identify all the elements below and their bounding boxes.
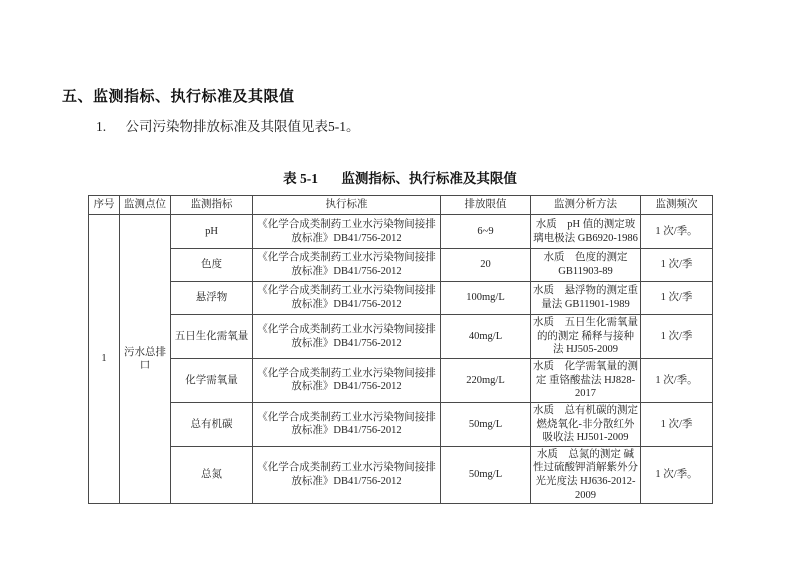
serial-cell: 1 <box>89 215 120 504</box>
frequency-cell: 1 次/季 <box>641 282 713 315</box>
limit-cell: 20 <box>441 249 531 282</box>
frequency-cell: 1 次/季。 <box>641 359 713 403</box>
frequency-cell: 1 次/季。 <box>641 446 713 504</box>
standard-cell: 《化学合成类制药工业水污染物间接排放标准》DB41/756-2012 <box>253 249 441 282</box>
header-frequency: 监测频次 <box>641 196 713 215</box>
method-cell: 水质 悬浮物的测定重量法 GB11901-1989 <box>531 282 641 315</box>
header-limit: 排放限值 <box>441 196 531 215</box>
standard-cell: 《化学合成类制药工业水污染物间接排放标准》DB41/756-2012 <box>253 402 441 446</box>
indicator-cell: 悬浮物 <box>171 282 253 315</box>
table-row <box>89 359 713 403</box>
method-cell: 水质 总有机碳的测定 燃烧氧化-非分散红外吸收法 HJ501-2009 <box>531 402 641 446</box>
header-method: 监测分析方法 <box>531 196 641 215</box>
method-cell: 水质 pH 值的测定玻璃电极法 GB6920-1986 <box>531 215 641 249</box>
monitoring-table <box>88 195 713 504</box>
table-row <box>89 315 713 359</box>
limit-cell: 100mg/L <box>441 282 531 315</box>
limit-cell: 50mg/L <box>441 446 531 504</box>
section-heading: 五、监测指标、执行标准及其限值 <box>62 88 295 105</box>
header-standard: 执行标准 <box>253 196 441 215</box>
limit-cell: 6~9 <box>441 215 531 249</box>
standard-cell: 《化学合成类制药工业水污染物间接排放标准》DB41/756-2012 <box>253 359 441 403</box>
indicator-cell: 五日生化需氧量 <box>171 315 253 359</box>
header-indicator: 监测指标 <box>171 196 253 215</box>
table-header-row <box>89 196 713 215</box>
frequency-cell: 1 次/季 <box>641 249 713 282</box>
limit-cell: 220mg/L <box>441 359 531 403</box>
table-caption <box>0 167 800 187</box>
frequency-cell: 1 次/季 <box>641 315 713 359</box>
indicator-cell: pH <box>171 215 253 249</box>
table-row <box>89 249 713 282</box>
table-caption-label: 表 5-1 <box>283 171 318 186</box>
indicator-cell: 总有机碳 <box>171 402 253 446</box>
table-caption-title: 监测指标、执行标准及其限值 <box>341 171 517 186</box>
limit-cell: 50mg/L <box>441 402 531 446</box>
method-cell: 水质 化学需氧量的测定 重铬酸盐法 HJ828-2017 <box>531 359 641 403</box>
table-row <box>89 282 713 315</box>
header-serial: 序号 <box>89 196 120 215</box>
table-row <box>89 446 713 504</box>
body-paragraph <box>96 115 360 135</box>
frequency-cell: 1 次/季。 <box>641 215 713 249</box>
list-number: 1. <box>96 119 107 134</box>
standard-cell: 《化学合成类制药工业水污染物间接排放标准》DB41/756-2012 <box>253 446 441 504</box>
indicator-cell: 化学需氧量 <box>171 359 253 403</box>
table-row <box>89 215 713 249</box>
method-cell: 水质 色度的测定 GB11903-89 <box>531 249 641 282</box>
indicator-cell: 色度 <box>171 249 253 282</box>
method-cell: 水质 五日生化需氧量的的测定 稀释与接种法 HJ505-2009 <box>531 315 641 359</box>
paragraph-text: 公司污染物排放标准及其限值见表5-1。 <box>125 119 360 134</box>
header-site: 监测点位 <box>120 196 171 215</box>
standard-cell: 《化学合成类制药工业水污染物间接排放标准》DB41/756-2012 <box>253 315 441 359</box>
site-cell: 污水总排口 <box>120 215 171 504</box>
standard-cell: 《化学合成类制药工业水污染物间接排放标准》DB41/756-2012 <box>253 282 441 315</box>
table-row <box>89 402 713 446</box>
limit-cell: 40mg/L <box>441 315 531 359</box>
frequency-cell: 1 次/季 <box>641 402 713 446</box>
indicator-cell: 总氮 <box>171 446 253 504</box>
method-cell: 水质 总氮的测定 碱性过硫酸钾消解紫外分光光度法 HJ636-2012-2009 <box>531 446 641 504</box>
standard-cell: 《化学合成类制药工业水污染物间接排放标准》DB41/756-2012 <box>253 215 441 249</box>
